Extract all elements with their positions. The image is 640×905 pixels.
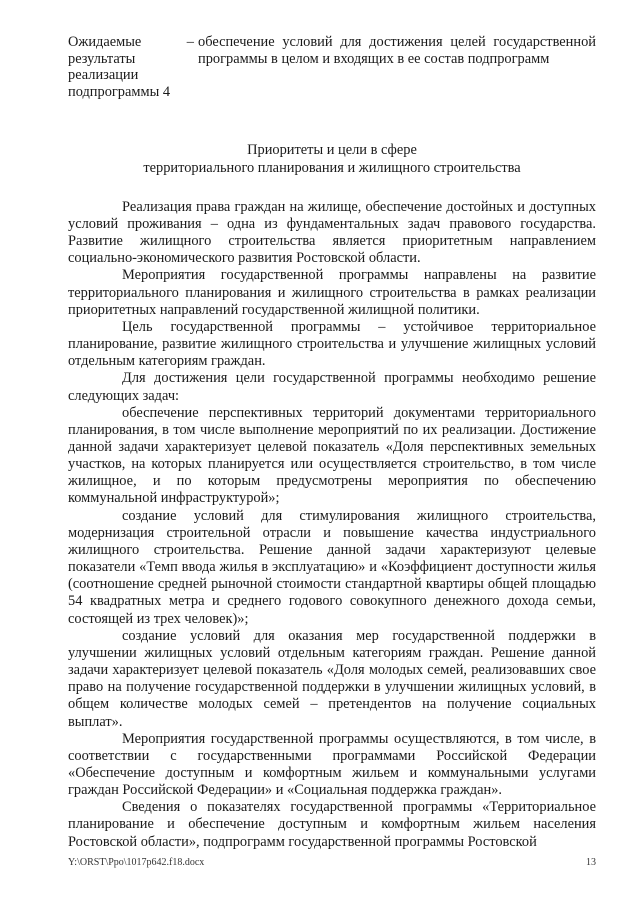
page-number: 13 (586, 857, 596, 868)
paragraph: Сведения о показателях государственной программы «Территориальное планирование и обеспечение доступным и комфортным жильем населения Ростовской области», подпрограмм государственной программы Ростовской (68, 799, 596, 850)
expected-results-label (68, 34, 178, 101)
paragraph: Для достижения цели государственной программы необходимо решение следующих задач: (68, 370, 596, 404)
section-heading (68, 141, 596, 177)
expected-results-text: обеспечение условий для достижения целей государственной программы в целом и входящих в ее состав подпрограмм (198, 34, 596, 67)
dash: – (186, 34, 194, 50)
document-page (68, 34, 596, 851)
paragraph: Цель государственной программы – устойчивое территориальное планирование, развитие жилищного строительства и улучшение жилищных условий отдельным категориям граждан. (68, 318, 596, 370)
label-line: подпрограммы 4 (68, 84, 171, 101)
paragraph: создание условий для стимулирования жилищного строительства, модернизация строительной отрасли и повышение качества индустриального жилищного строительства. Решение данной задачи характеризуют целевые показатели «Темп ввода жилья в эксплуатацию» и «Коэффициент доступности жилья (соотношение средней рыночной стоимости стандартной квартиры общей площадью 54 квадратных метра и среднего годового совокупного денежного дохода семьи, состоящей из трех человек)»; (68, 507, 596, 627)
label-line: реализации (68, 67, 139, 84)
label-line: результаты (68, 50, 136, 67)
heading-line-2: территориального планирования и жилищного строительства (143, 159, 521, 176)
paragraph: создание условий для оказания мер государственной поддержки в улучшении жилищных условий отдельным категориям граждан. Решение данной задачи характеризует целевой показатель «Доля молодых семей, реализовавших свое право на получение государственной поддержки в улучшении жилищных условий, в общем количестве молодых семей – претендентов на получение социальных выплат». (68, 627, 596, 730)
file-path: Y:\ORST\Ppo\1017p642.f18.docx (68, 857, 205, 868)
body-text (68, 199, 596, 851)
paragraph: обеспечение перспективных территорий документами территориального планирования, в том числе выполнение мероприятий по их реализации. Достижение данной задачи характеризует целевой показатель «Доля перспективных земельных участков, на которых планируется или осуществляется строительство, в том числе жилищное, и по которым предусмотрены мероприятия по обеспечению коммунальной инфраструктурой»; (68, 404, 596, 507)
heading-line-1: Приоритеты и цели в сфере (247, 141, 417, 158)
label-line: Ожидаемые (68, 34, 142, 50)
page-footer (68, 857, 596, 868)
paragraph: Мероприятия государственной программы направлены на развитие территориального планирования и жилищного строительства в рамках реализации приоритетных направлений государственной жилищной политики. (68, 267, 596, 318)
paragraph: Мероприятия государственной программы осуществляются, в том числе, в соответствии с государственными программами Российской Федерации «Обеспечение доступным и комфортным жильем и коммунальными услугами граждан Российской Федерации» и «Социальная поддержка граждан». (68, 730, 596, 799)
paragraph: Реализация права граждан на жилище, обеспечение достойных и доступных условий проживания – одна из фундаментальных задач правового государства. Развитие жилищного строительства является приоритетным направлением социально-экономического развития Ростовской области. (68, 198, 596, 267)
expected-results-row (68, 34, 596, 101)
